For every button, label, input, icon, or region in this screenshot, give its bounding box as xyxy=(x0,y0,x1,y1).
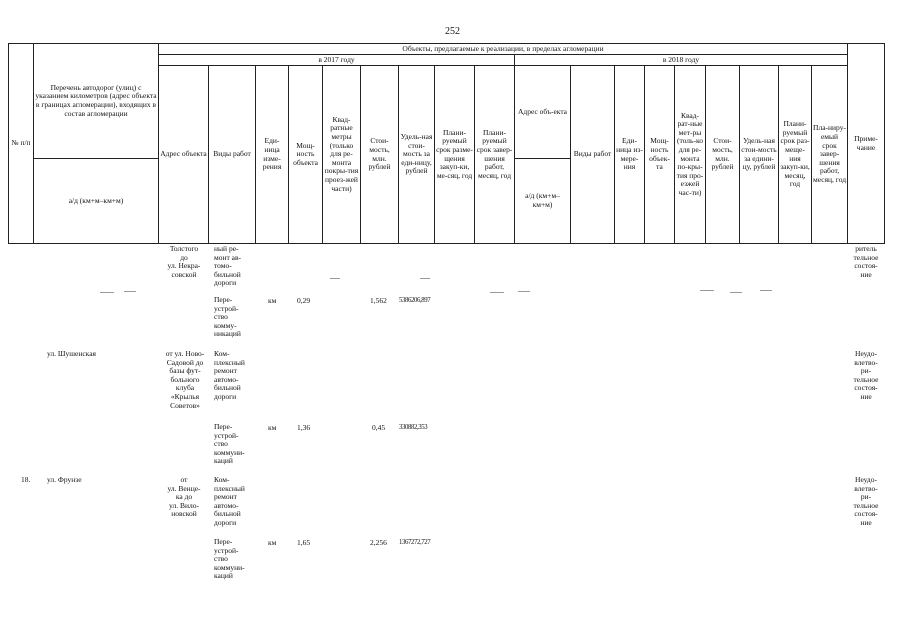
col-objects: Объекты, предлагаемые к реализации, в пределах агломерации xyxy=(159,44,848,55)
h18-plan-end: Пла-ниру-емый срок завер-шения работ, месяц, год xyxy=(812,66,848,244)
h17-unitcost: Удель-ная стои-мость за еди-ницу, рублей xyxy=(399,66,435,244)
r3-works-utilities: Пере- устрой- ство коммуни- каций xyxy=(214,537,245,581)
h18-sqm: Квад-рат-ные мет-ры (толь-ко для ре-монта по-кры-тия про-езжей час-ти) xyxy=(675,66,706,244)
r3-num: 18. xyxy=(21,475,31,484)
h18-addr-sub: а/д (км+м– км+м) xyxy=(515,159,571,244)
col-note: Приме-чание xyxy=(848,44,885,244)
r3-power: 1,65 xyxy=(297,538,311,547)
h18-works: Виды работ xyxy=(571,66,615,244)
r2-cost: 0,45 xyxy=(372,423,386,432)
scan-mark xyxy=(730,292,742,293)
h18-power: Мощ-ность объек-та xyxy=(645,66,675,244)
h17-sqm: Квад-ратные метры (только для ре-монта покры-тия проез-жей части) xyxy=(323,66,361,244)
r2-address: от ул. Ново- Садовой до базы фут- больного клуба «Крылья Советов» xyxy=(165,349,205,410)
scan-mark xyxy=(420,278,430,279)
h17-cost: Стои-мость, млн. рублей xyxy=(361,66,399,244)
r2-note: Неудо- влетво- ри- тельное состоя- ние xyxy=(853,349,879,401)
h18-cost: Стои-мость, млн. рублей xyxy=(706,66,740,244)
h17-unit: Еди-ница изме-рения xyxy=(256,66,289,244)
scan-mark xyxy=(700,290,714,291)
r1-works-repair: ный ре- монт ав- томо- бильной дороги xyxy=(214,244,242,288)
h17-works: Виды работ xyxy=(209,66,256,244)
page-number: 252 xyxy=(445,26,460,37)
r2-name: ул. Шушенская xyxy=(47,349,96,358)
r1-unit: км xyxy=(268,296,277,305)
h17-power: Мощ-ность объекта xyxy=(289,66,323,244)
h18-plan-proc: Плани-руемый срок раз-меще-ния закуп-ки, месяц, год xyxy=(779,66,812,244)
r2-power: 1,36 xyxy=(297,423,311,432)
r1-unitcost: 5386206,897 xyxy=(399,297,431,304)
scan-mark xyxy=(760,290,772,291)
r2-works-utilities: Пере- устрой- ство коммуни- каций xyxy=(214,422,245,466)
h18-addr: Адрес объ-екта xyxy=(515,66,571,159)
col-list: Перечень автодорог (улиц) с указанием километров (адрес объекта в границах агломерации), входящих в состав агломерации xyxy=(34,44,159,159)
r3-name: ул. Фрунзе xyxy=(47,475,82,484)
r3-unit: км xyxy=(268,538,277,547)
r1-address: Толстого до ул. Некра- совской xyxy=(167,244,201,279)
r3-works-repair: Ком- плексный ремонт автомо- бильной дороги xyxy=(214,475,245,527)
col-list-sub: а/д (км+м–км+м) xyxy=(34,159,159,244)
scan-mark xyxy=(518,291,530,292)
r1-works-utilities: Пере- устрой- ство комму- никаций xyxy=(214,295,241,339)
scan-mark xyxy=(330,278,340,279)
h18-unitcost: Удель-ная стои-мость за едини-цу, рублей xyxy=(740,66,779,244)
h18-unit: Еди-ница из-мере-ния xyxy=(615,66,645,244)
r1-note: ритель тельное состоя- ние xyxy=(853,244,879,279)
year-2018: в 2018 году xyxy=(515,55,848,66)
r2-works-repair: Ком- плексный ремонт автомо- бильной дороги xyxy=(214,349,245,401)
h17-addr: Адрес объекта xyxy=(159,66,209,244)
r3-cost: 2,256 xyxy=(370,538,387,547)
h17-plan-proc: Плани-руемый срок разме-щения закуп-ки, ме-сяц, год xyxy=(435,66,475,244)
scan-mark xyxy=(100,292,114,293)
scan-mark xyxy=(124,291,136,292)
r2-unitcost: 330882,353 xyxy=(399,424,428,431)
r1-cost: 1,562 xyxy=(370,296,387,305)
r3-unitcost: 1367272,727 xyxy=(399,539,431,546)
year-2017: в 2017 году xyxy=(159,55,515,66)
scan-mark xyxy=(490,292,504,293)
r2-unit: км xyxy=(268,423,277,432)
h17-plan-end: Плани-руемый срок завер-шения работ, месяц, год xyxy=(475,66,515,244)
r3-note: Неудо- влетво- ри- тельное состоя- ние xyxy=(853,475,879,527)
r3-address: от ул. Венце- ка до ул. Вило- новской xyxy=(167,475,201,519)
col-num: № п/п xyxy=(9,44,34,244)
r1-power: 0,29 xyxy=(297,296,311,305)
